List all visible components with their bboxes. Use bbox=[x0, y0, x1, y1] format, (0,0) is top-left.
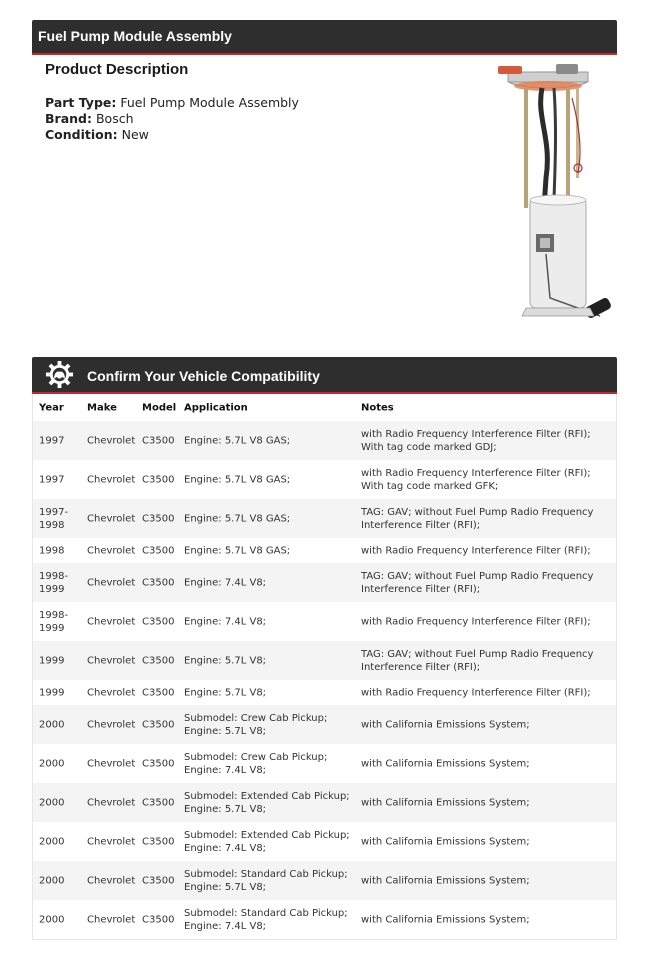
cell-make: Chevrolet bbox=[87, 545, 136, 556]
cell-model: C3500 bbox=[142, 513, 175, 524]
cell-model: C3500 bbox=[142, 435, 175, 446]
table-row bbox=[33, 460, 616, 499]
cell-notes: with Radio Frequency Interference Filter (RFI); With tag code marked GDJ; bbox=[361, 428, 591, 453]
compatibility-table bbox=[32, 394, 617, 940]
cell-notes: with Radio Frequency Interference Filter (RFI); bbox=[361, 687, 591, 698]
header-title: Fuel Pump Module Assembly bbox=[38, 28, 232, 44]
cell-model: C3500 bbox=[142, 797, 175, 808]
cell-model: C3500 bbox=[142, 616, 175, 627]
cell-notes: with California Emissions System; bbox=[361, 719, 530, 730]
compat-bar bbox=[32, 357, 617, 394]
cell-application: Engine: 7.4L V8; bbox=[184, 616, 267, 627]
table-row bbox=[33, 680, 616, 705]
cell-model: C3500 bbox=[142, 875, 175, 886]
cell-make: Chevrolet bbox=[87, 513, 136, 524]
cell-notes: with Radio Frequency Interference Filter (RFI); bbox=[361, 616, 591, 627]
cell-make: Chevrolet bbox=[87, 687, 136, 698]
cell-make: Chevrolet bbox=[87, 655, 136, 666]
gear-car-icon bbox=[45, 360, 74, 389]
spec-label: Condition: bbox=[45, 127, 118, 142]
cell-year: 1999 bbox=[39, 687, 65, 698]
cell-year: 1997 bbox=[39, 474, 65, 485]
cell-year: 1998-1999 bbox=[39, 570, 69, 595]
table-row bbox=[33, 783, 616, 822]
cell-year: 2000 bbox=[39, 914, 65, 925]
table-row bbox=[33, 641, 616, 680]
table-row bbox=[33, 744, 616, 783]
cell-notes: TAG: GAV; without Fuel Pump Radio Frequency Interference Filter (RFI); bbox=[361, 570, 594, 595]
cell-notes: TAG: GAV; without Fuel Pump Radio Frequency Interference Filter (RFI); bbox=[361, 506, 594, 531]
cell-application: Engine: 5.7L V8; bbox=[184, 687, 267, 698]
cell-model: C3500 bbox=[142, 655, 175, 666]
cell-application: Engine: 5.7L V8 GAS; bbox=[184, 474, 291, 485]
spec-part-type bbox=[45, 95, 299, 110]
table-row bbox=[33, 421, 616, 460]
cell-model: C3500 bbox=[142, 719, 175, 730]
table-row bbox=[33, 705, 616, 744]
cell-make: Chevrolet bbox=[87, 474, 136, 485]
spec-value: New bbox=[121, 127, 149, 142]
spec-condition bbox=[45, 127, 149, 142]
col-year-header: Year bbox=[39, 402, 64, 413]
cell-make: Chevrolet bbox=[87, 914, 136, 925]
cell-year: 2000 bbox=[39, 719, 65, 730]
table-row bbox=[33, 538, 616, 563]
cell-year: 1997 bbox=[39, 435, 65, 446]
cell-model: C3500 bbox=[142, 545, 175, 556]
cell-make: Chevrolet bbox=[87, 836, 136, 847]
cell-year: 1998 bbox=[39, 545, 65, 556]
cell-application: Engine: 5.7L V8 GAS; bbox=[184, 513, 291, 524]
col-make-header: Make bbox=[87, 402, 117, 413]
cell-model: C3500 bbox=[142, 836, 175, 847]
table-header bbox=[33, 394, 616, 421]
cell-year: 2000 bbox=[39, 797, 65, 808]
cell-make: Chevrolet bbox=[87, 758, 136, 769]
cell-notes: with California Emissions System; bbox=[361, 836, 530, 847]
cell-notes: with California Emissions System; bbox=[361, 875, 530, 886]
cell-make: Chevrolet bbox=[87, 875, 136, 886]
cell-make: Chevrolet bbox=[87, 797, 136, 808]
cell-make: Chevrolet bbox=[87, 435, 136, 446]
cell-application: Engine: 7.4L V8; bbox=[184, 577, 267, 588]
description-title: Product Description bbox=[45, 61, 189, 78]
col-application-header: Application bbox=[184, 402, 248, 413]
col-model-header: Model bbox=[142, 402, 177, 413]
cell-application: Submodel: Crew Cab Pickup; Engine: 7.4L V8; bbox=[184, 751, 328, 776]
cell-notes: with California Emissions System; bbox=[361, 758, 530, 769]
cell-application: Submodel: Standard Cab Pickup; Engine: 5.7L V8; bbox=[184, 868, 348, 893]
cell-make: Chevrolet bbox=[87, 577, 136, 588]
cell-application: Submodel: Extended Cab Pickup; Engine: 5.7L V8; bbox=[184, 790, 350, 815]
cell-make: Chevrolet bbox=[87, 719, 136, 730]
cell-year: 1998-1999 bbox=[39, 609, 69, 634]
cell-model: C3500 bbox=[142, 577, 175, 588]
fuel-pump-module-image bbox=[490, 58, 620, 338]
cell-year: 1999 bbox=[39, 655, 65, 666]
cell-application: Engine: 5.7L V8; bbox=[184, 655, 267, 666]
cell-application: Submodel: Extended Cab Pickup; Engine: 7.4L V8; bbox=[184, 829, 350, 854]
spec-label: Part Type: bbox=[45, 95, 117, 110]
cell-year: 2000 bbox=[39, 875, 65, 886]
cell-model: C3500 bbox=[142, 914, 175, 925]
spec-value: Fuel Pump Module Assembly bbox=[120, 95, 299, 110]
table-row bbox=[33, 822, 616, 861]
cell-make: Chevrolet bbox=[87, 616, 136, 627]
cell-notes: with California Emissions System; bbox=[361, 797, 530, 808]
table-row bbox=[33, 900, 616, 939]
col-notes-header: Notes bbox=[361, 402, 394, 413]
cell-application: Engine: 5.7L V8 GAS; bbox=[184, 545, 291, 556]
cell-year: 2000 bbox=[39, 836, 65, 847]
table-row bbox=[33, 602, 616, 641]
cell-notes: with California Emissions System; bbox=[361, 914, 530, 925]
compat-title: Confirm Your Vehicle Compatibility bbox=[87, 368, 320, 384]
cell-application: Submodel: Crew Cab Pickup; Engine: 5.7L V8; bbox=[184, 712, 328, 737]
cell-notes: TAG: GAV; without Fuel Pump Radio Frequency Interference Filter (RFI); bbox=[361, 648, 594, 673]
cell-application: Engine: 5.7L V8 GAS; bbox=[184, 435, 291, 446]
header-bar bbox=[32, 20, 617, 55]
spec-value: Bosch bbox=[95, 111, 134, 126]
table-row bbox=[33, 861, 616, 900]
table-row bbox=[33, 499, 616, 538]
cell-application: Submodel: Standard Cab Pickup; Engine: 7.4L V8; bbox=[184, 907, 348, 932]
cell-model: C3500 bbox=[142, 758, 175, 769]
cell-model: C3500 bbox=[142, 474, 175, 485]
cell-notes: with Radio Frequency Interference Filter (RFI); bbox=[361, 545, 591, 556]
table-row bbox=[33, 563, 616, 602]
cell-year: 1997-1998 bbox=[39, 506, 69, 531]
cell-year: 2000 bbox=[39, 758, 65, 769]
cell-model: C3500 bbox=[142, 687, 175, 698]
spec-label: Brand: bbox=[45, 111, 92, 126]
spec-brand bbox=[45, 111, 134, 126]
cell-notes: with Radio Frequency Interference Filter (RFI); With tag code marked GFK; bbox=[361, 467, 591, 492]
